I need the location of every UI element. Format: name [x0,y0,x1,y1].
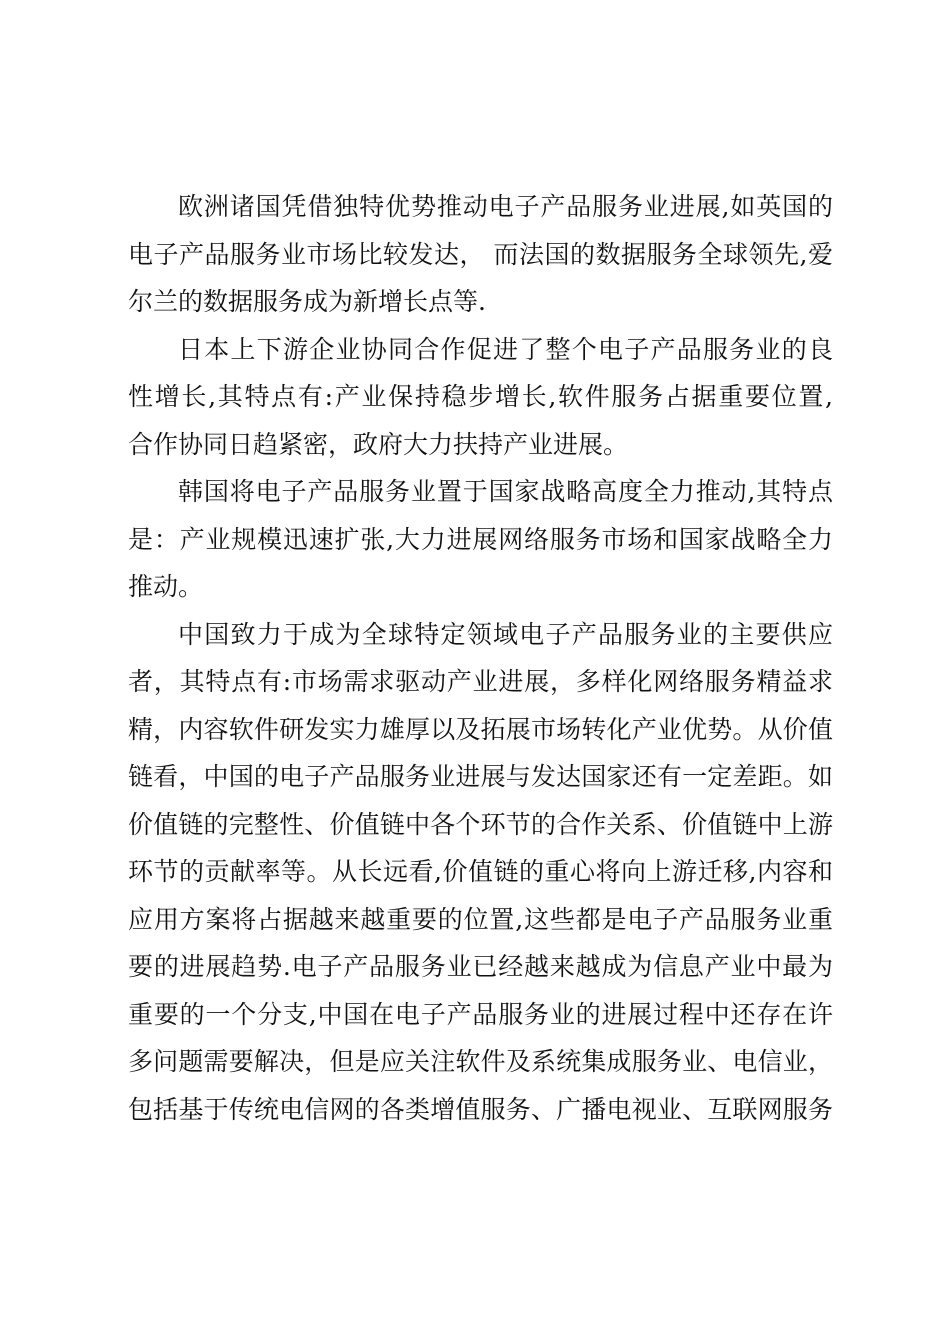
text-line: 尔兰的数据服务成为新增长点等. [128,287,486,316]
paragraph-china [128,611,833,1134]
paragraph-japan [128,326,833,469]
paragraph-europe [128,183,833,326]
text-line: 电子产品服务业市场比较发达， 而法国的数据服务全球领先,爱 [128,239,833,269]
text-line: 链看，中国的电子产品服务业进展与发达国家还有一定差距。如 [128,762,833,791]
text-line: 环节的贡献率等。从长远看,价值链的重心将向上游迁移,内容和 [128,857,833,886]
text-line: 精，内容软件研发实力雄厚以及拓展市场转化产业优势。从价值 [128,714,833,744]
text-line: 重要的一个分支,中国在电子产品服务业的进展过程中还存在许 [128,999,833,1029]
document-body [128,183,833,1133]
text-line: 应用方案将占据越来越重要的位置,这些都是电子产品服务业重 [128,904,833,934]
text-line: 要的进展趋势.电子产品服务业已经越来越成为信息产业中最为 [128,952,833,981]
text-line: 是：产业规模迅速扩张,大力进展网络服务市场和国家战略全力 [128,524,833,554]
text-line: 中国致力于成为全球特定领域电子产品服务业的主要供应 [178,619,833,649]
text-line: 合作协同日趋紧密，政府大力扶持产业进展。 [128,429,629,459]
text-line: 韩国将电子产品服务业置于国家战略高度全力推动,其特点 [178,477,833,506]
text-line: 者，其特点有:市场需求驱动产业进展，多样化网络服务精益求 [128,667,833,696]
paragraph-korea [128,468,833,611]
text-line: 价值链的完整性、价值链中各个环节的合作关系、价值链中上游 [128,809,833,839]
text-line: 性增长,其特点有:产业保持稳步增长,软件服务占据重要位置, [128,382,833,411]
text-line: 包括基于传统电信网的各类增值服务、广播电视业、互联网服务 [128,1094,833,1124]
text-line: 多问题需要解决，但是应关注软件及系统集成服务业、电信业， [128,1047,833,1076]
text-line: 日本上下游企业协同合作促进了整个电子产品服务业的良 [178,334,833,364]
text-line: 欧洲诸国凭借独特优势推动电子产品服务业进展,如英国的 [178,192,833,221]
text-line: 推动。 [128,572,204,601]
